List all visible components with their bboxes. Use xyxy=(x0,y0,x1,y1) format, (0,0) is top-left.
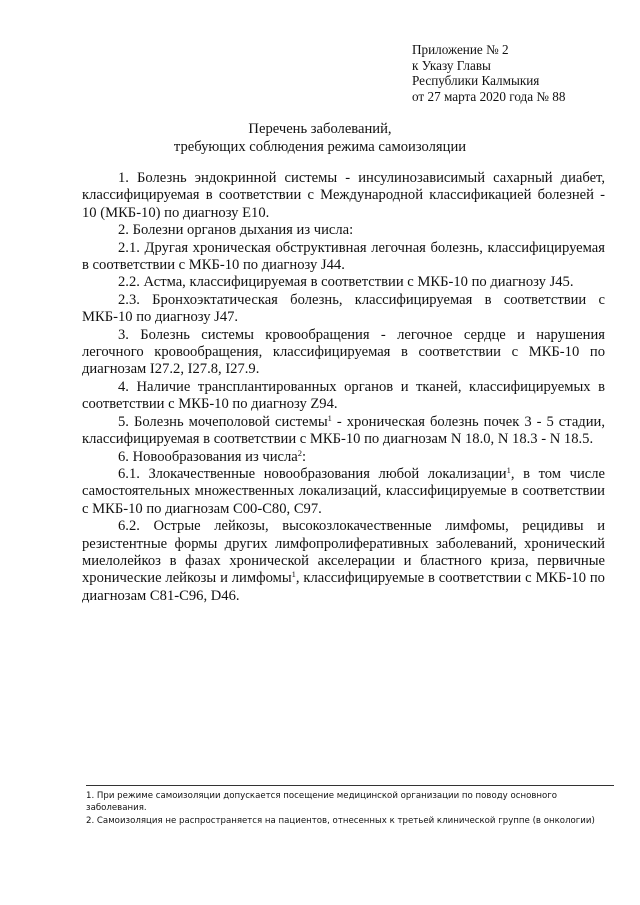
appendix-header xyxy=(412,42,632,104)
item-3: 3. Болезнь системы кровообращения - легочное сердце и нарушения легочного кровообращения, классифицируемая в соответствии с МКБ-10 по диагнозам I27.2, I27.8, I27.9. xyxy=(82,326,605,378)
item-5-text-b: - хроническая болезнь почек 3 - 5 стадии, классифицируемая в соответствии с МКБ-10 по диагнозам N 18.0, N 18.3 - N 18.5. xyxy=(82,413,605,448)
document-title xyxy=(80,120,560,156)
footnotes xyxy=(86,785,614,827)
footnote-ref: 1 xyxy=(291,569,296,580)
footnote-ref: 1 xyxy=(327,412,332,423)
disease-list xyxy=(82,170,605,605)
item-6-text-a: 6. Новообразования из числа xyxy=(118,448,298,465)
item-5 xyxy=(82,414,605,449)
item-1: 1. Болезнь эндокринной системы - инсулинозависимый сахарный диабет, классифицируемая в соответствии с Международной классификацией болезней - 10 (МКБ-10) по диагнозу Е10. xyxy=(82,170,605,221)
footnote-2: 2. Самоизоляция не распространяется на пациентов, отнесенных к третьей клинической группе (в онкологии) xyxy=(86,815,595,826)
item-6 xyxy=(82,449,605,466)
title-line-1: Перечень заболеваний, xyxy=(248,121,392,137)
item-6-1 xyxy=(82,466,605,518)
item-5-text-a: 5. Болезнь мочеполовой системы xyxy=(118,413,328,430)
footnote-ref: 1 xyxy=(506,464,511,475)
item-2-1: 2.1. Другая хроническая обструктивная легочная болезнь, классифицируемая в соответствии с МКБ-10 по диагнозу J44. xyxy=(82,239,605,274)
item-4: 4. Наличие трансплантированных органов и тканей, классифицируемых в соответствии с МКБ-10 по диагнозу Z94. xyxy=(82,378,605,413)
item-2: 2. Болезни органов дыхания из числа: xyxy=(118,222,354,239)
appendix-decree: к Указу Главы xyxy=(412,57,491,73)
item-6-1-text-b: , в том числе самостоятельных множественных локализаций, классифицируемые в соответствии с МКБ-10 по диагнозам С00-С80, С97. xyxy=(82,465,605,517)
item-6-2-text-b: , классифицируемые в соответствии с МКБ-10 по диагнозам С81-С96, D46. xyxy=(82,570,605,604)
item-6-2 xyxy=(82,518,605,605)
appendix-number: Приложение № 2 xyxy=(412,42,509,57)
appendix-republic: Республики Калмыкия xyxy=(412,73,540,88)
item-2-2: 2.2. Астма, классифицируемая в соответствии с МКБ-10 по диагнозу J45. xyxy=(118,274,574,291)
item-6-2-text-a: 6.2. Острые лейкозы, высокозлокачественные лимфомы, рецидивы и резистентные формы других лимфопролиферативных заболеваний, хронический миелолейкоз в фазах хронической акселерации и бластного криза, первичные хронические лейкозы и лимфомы xyxy=(82,518,605,587)
item-2-3: 2.3. Бронхоэктатическая болезнь, классифицируемая в соответствии с МКБ-10 по диагнозу J47. xyxy=(82,291,605,326)
item-6-1-text-a: 6.1. Злокачественные новообразования любой локализации xyxy=(118,465,507,482)
footnote-ref: 2 xyxy=(297,447,303,458)
footnote-1: 1. При режиме самоизоляции допускается посещение медицинской организации по поводу основного заболевания. xyxy=(86,791,558,814)
appendix-date: от 27 марта 2020 года № 88 xyxy=(412,88,566,104)
title-line-2: требующих соблюдения режима самоизоляции xyxy=(173,139,467,155)
item-6-text-b: : xyxy=(302,448,307,465)
